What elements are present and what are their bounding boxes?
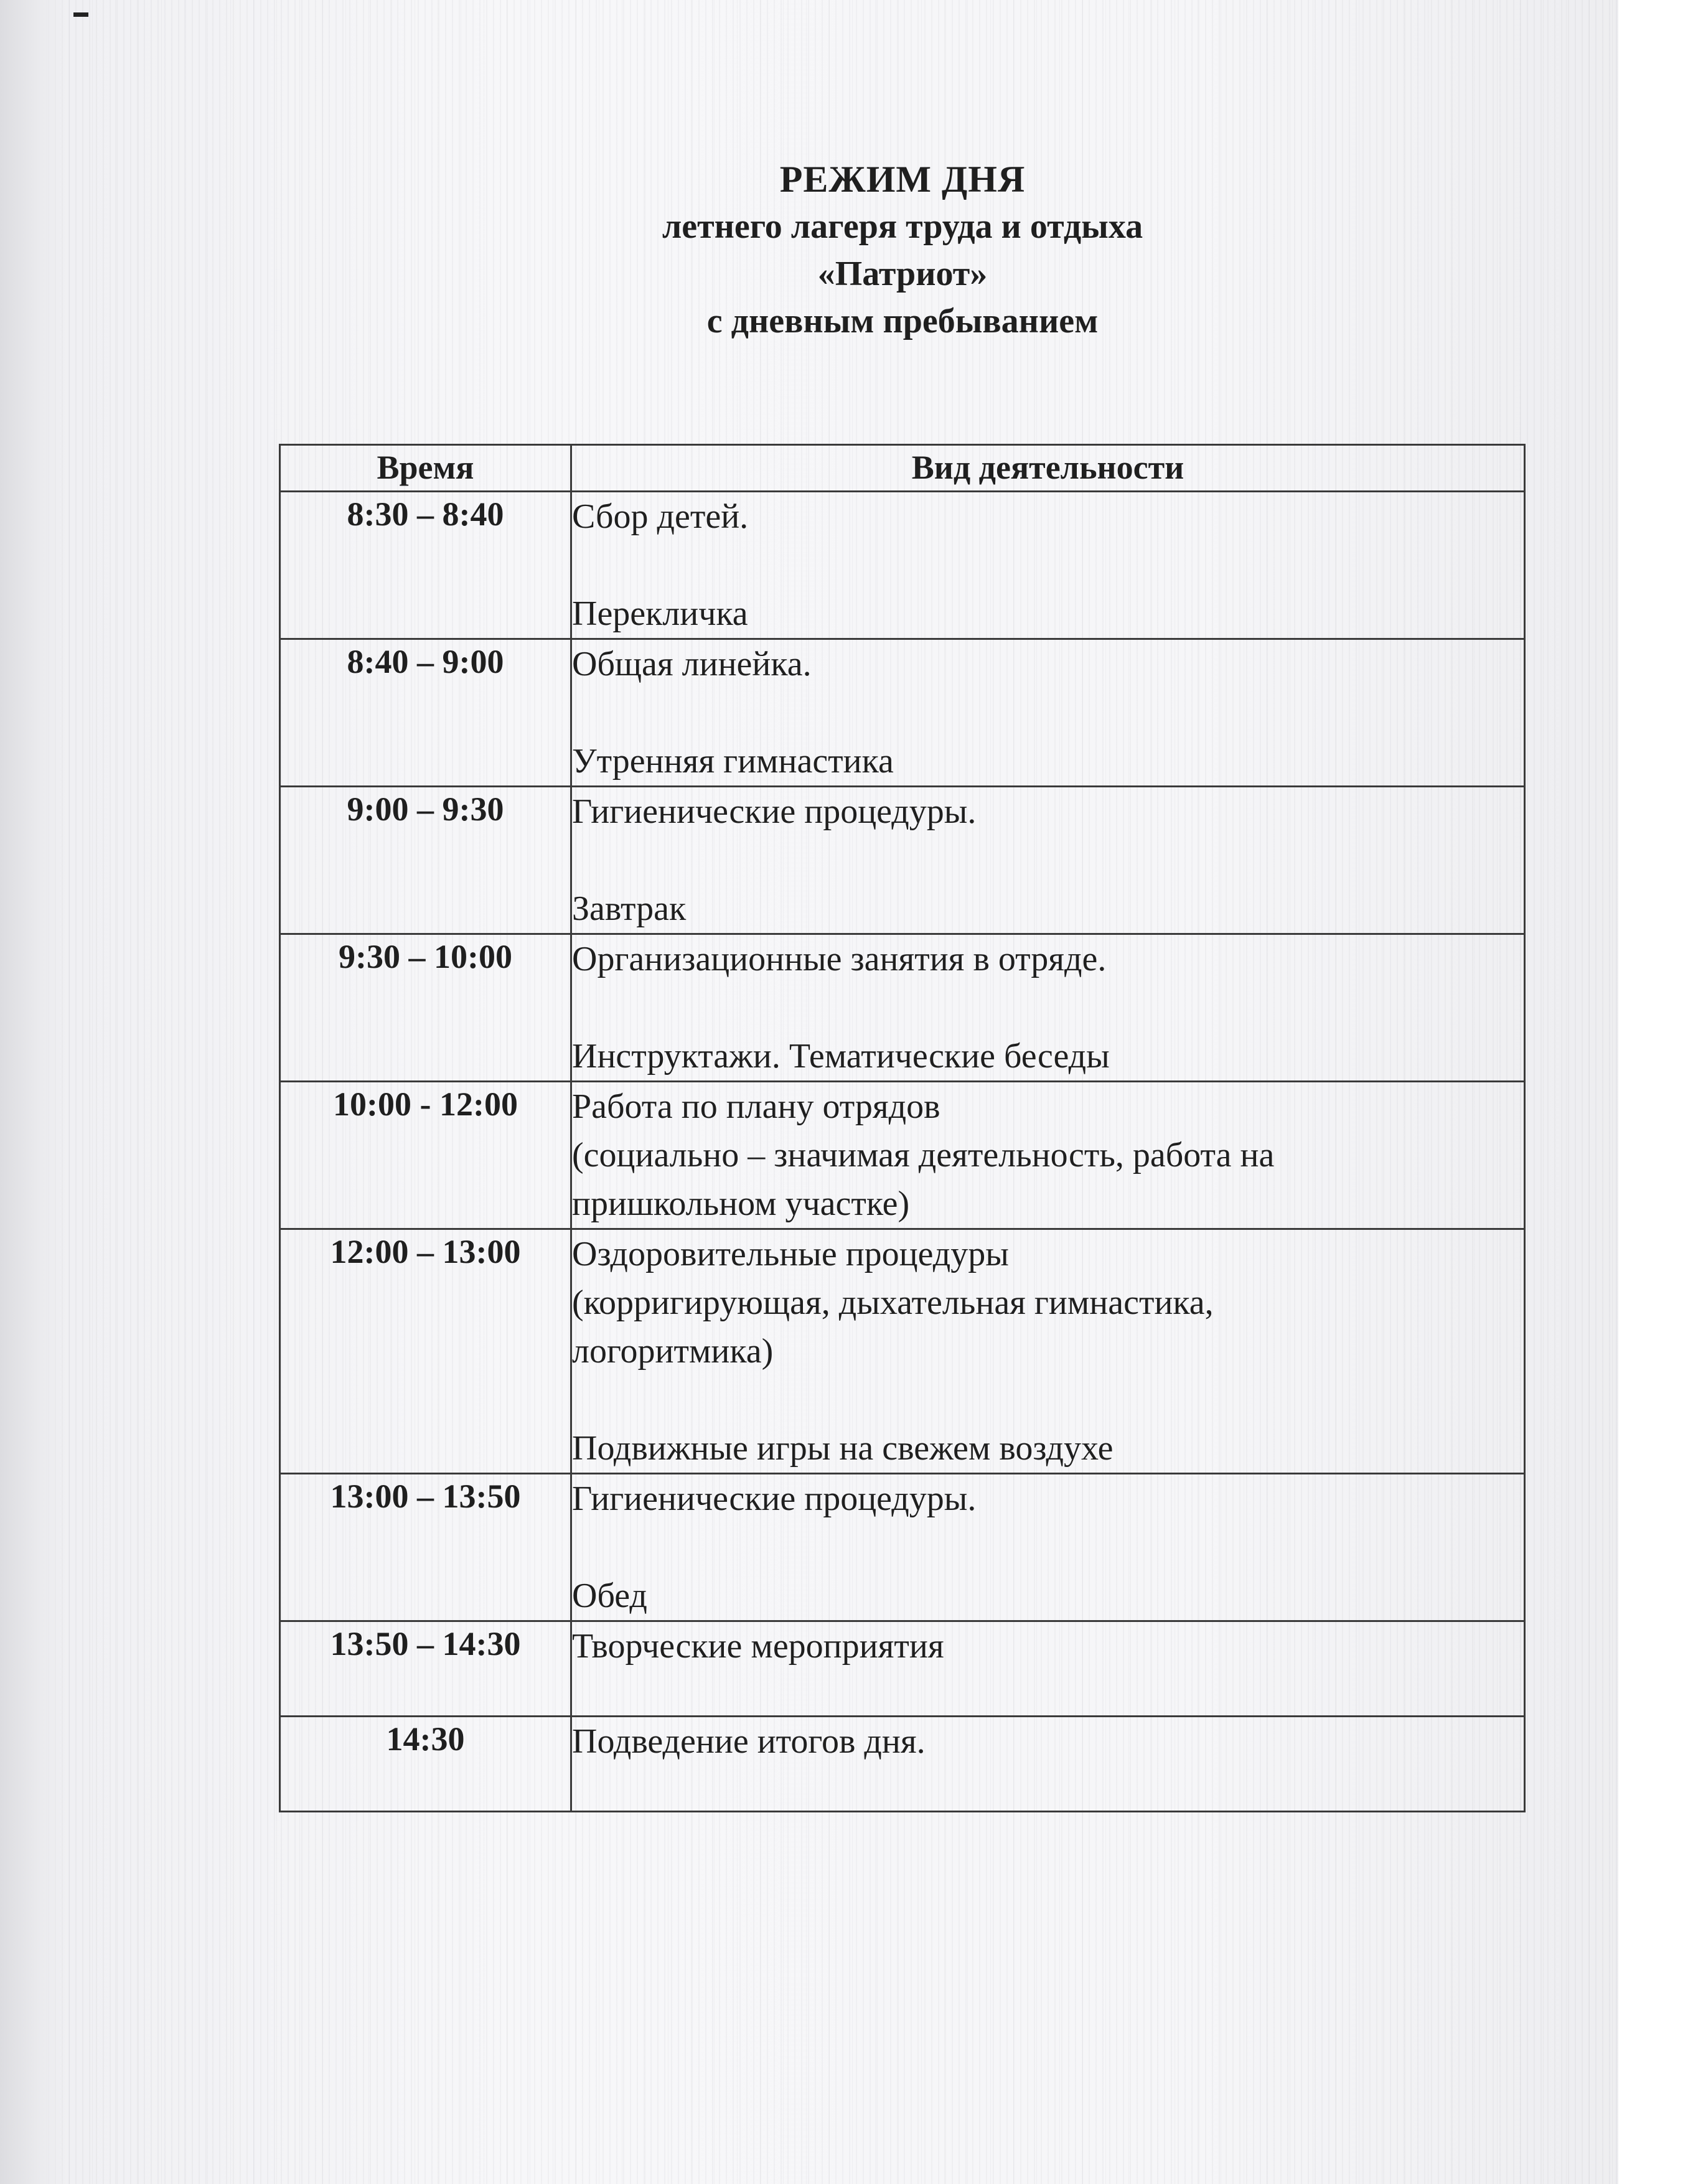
activity-line: Перекличка	[572, 594, 748, 633]
time-cell: 8:40 – 9:00	[280, 639, 571, 787]
activity-gap	[572, 1523, 1524, 1572]
activity-gap	[572, 983, 1524, 1032]
activity-line: Работа по плану отрядов	[572, 1087, 940, 1126]
table-row	[280, 1474, 1525, 1621]
subtitle-camp-name: «Патриот»	[817, 255, 988, 293]
activity-line: Обед	[572, 1577, 647, 1615]
activity-line: (социально – значимая деятельность, работа на	[572, 1136, 1275, 1174]
table-row	[280, 1717, 1525, 1812]
scan-shadow-left	[0, 0, 68, 2184]
activity-line: Утренняя гимнастика	[572, 742, 894, 780]
subtitle-line-1: летнего лагеря труда и отдыха	[662, 207, 1143, 246]
column-header-activity: Вид деятельности	[571, 445, 1525, 492]
activity-gap	[572, 1376, 1524, 1424]
schedule-table	[279, 444, 1526, 1812]
document-header	[436, 156, 1369, 345]
table-row	[280, 1082, 1525, 1229]
activity-line: логоритмика)	[572, 1332, 774, 1371]
activity-cell	[571, 1082, 1525, 1229]
scan-corner-mark	[73, 12, 88, 17]
activity-line: Инструктажи. Тематические беседы	[572, 1037, 1110, 1076]
time-cell: 13:00 – 13:50	[280, 1474, 571, 1621]
activity-gap	[572, 836, 1524, 884]
time-cell: 10:00 - 12:00	[280, 1082, 571, 1229]
activity-cell	[571, 934, 1525, 1082]
time-cell: 9:00 – 9:30	[280, 787, 571, 934]
activity-line: Гигиенические процедуры.	[572, 1479, 977, 1518]
time-cell: 13:50 – 14:30	[280, 1621, 571, 1717]
activity-line: Завтрак	[572, 889, 687, 928]
activity-line: (корригирующая, дыхательная гимнастика,	[572, 1283, 1214, 1322]
table-row	[280, 492, 1525, 639]
activity-gap	[572, 541, 1524, 589]
table-row	[280, 1621, 1525, 1717]
time-cell: 12:00 – 13:00	[280, 1229, 571, 1474]
activity-line: Сбор детей.	[572, 497, 749, 536]
time-cell: 14:30	[280, 1717, 571, 1812]
time-cell: 9:30 – 10:00	[280, 934, 571, 1082]
activity-line: Творческие мероприятия	[572, 1627, 944, 1666]
time-cell: 8:30 – 8:40	[280, 492, 571, 639]
table-row	[280, 787, 1525, 934]
subtitle-line-3: с дневным пребыванием	[706, 302, 1099, 340]
activity-cell	[571, 1717, 1525, 1812]
activity-cell	[571, 492, 1525, 639]
activity-cell	[571, 1229, 1525, 1474]
table-row	[280, 934, 1525, 1082]
table-header-row	[280, 445, 1525, 492]
activity-line: Подвижные игры на свежем воздухе	[572, 1429, 1114, 1468]
scan-margin-right	[1618, 0, 1688, 2184]
activity-cell	[571, 787, 1525, 934]
activity-line: пришкольном участке)	[572, 1184, 910, 1223]
activity-line: Подведение итогов дня.	[572, 1722, 926, 1761]
table-row	[280, 1229, 1525, 1474]
activity-gap	[572, 688, 1524, 737]
table-row	[280, 639, 1525, 787]
activity-line: Оздоровительные процедуры	[572, 1235, 1009, 1273]
document-title: РЕЖИМ ДНЯ	[779, 159, 1026, 200]
activity-cell	[571, 1474, 1525, 1621]
activity-line: Организационные занятия в отряде.	[572, 940, 1107, 978]
activity-cell	[571, 1621, 1525, 1717]
activity-line: Гигиенические процедуры.	[572, 792, 977, 831]
activity-line: Общая линейка.	[572, 645, 812, 683]
column-header-time: Время	[280, 445, 571, 492]
activity-cell	[571, 639, 1525, 787]
